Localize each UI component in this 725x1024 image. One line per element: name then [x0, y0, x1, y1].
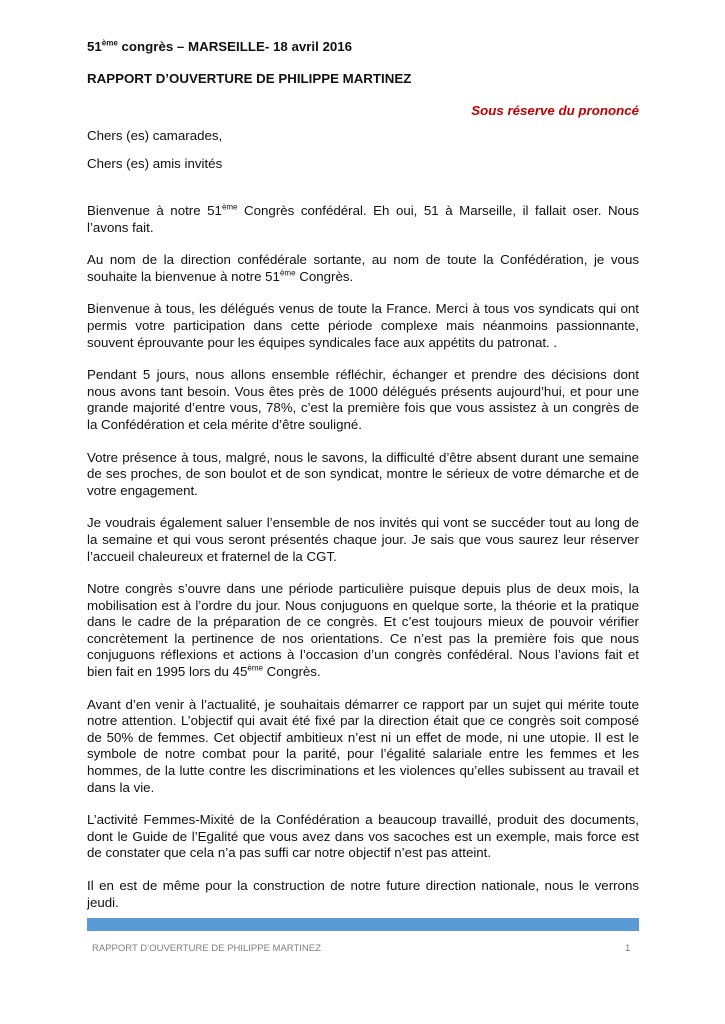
paragraph-delegates: Bienvenue à tous, les délégués venus de toute la France. Merci à tous vos syndicats qui ont permis votre participation dans cette période complexe mais néanmoins passionnante, souvent éprouvante pour les équipes syndicales face aux appétits du patronat. . — [87, 301, 639, 350]
paragraph-text: Notre congrès s’ouvre dans une période particulière puisque depuis plus de deux mois, la mobilisation est à l’ordre du jour. Nous conjuguons en quelque sorte, la théorie et la pratique dans le cadre de la préparation de ce congrès. Et c’est toujours mieux de pouvoir vérifier concrètement la pertinence de nos orientations. Ce n’est pas la première fois que nous conjuguons réflexions et actions à l’occasion d’un congrès confédéral. Nous l’avions fait et bien fait en 1995 lors du 45 — [87, 581, 639, 680]
spacer — [87, 183, 639, 203]
paragraph-text: Au nom de la direction confédérale sortante, au nom de toute la Confédération, je vous souhaite la bienvenue à notre 51 — [87, 252, 639, 284]
paragraph-parity: Avant d’en venir à l’actualité, je souhaitais démarrer ce rapport par un sujet qui mérite toute notre attention. L’objectif qui avait été fixé par la direction était que ce congrès soit composé de 50% de femmes. Cet objectif ambitieux n’est ni un effet de mode, ni une utopie. Il est le symbole de notre combat pour la parité, pour l’égalité salariale entre les femmes et les hommes, de la lutte contre les discriminations et les violences qu’elles subissent au travail et dans la vie. — [87, 696, 639, 795]
paragraph-text: Congrès confédéral. Eh oui, 51 à Marseille, il fallait oser. Nous l’avons fait. — [87, 203, 639, 235]
paragraph-guests: Je voudrais également saluer l’ensemble de nos invités qui vont se succéder tout au long de la semaine et qui vous seront présentés chaque jour. Je sais que vous saurez leur réserver l’accueil chaleureux et fraternel de la CGT. — [87, 515, 639, 564]
ordinal-suffix: ème — [247, 663, 263, 673]
congress-number: 51 — [87, 39, 102, 54]
page-number: 1 — [625, 943, 631, 954]
paragraph-presence: Votre présence à tous, malgré, nous le savons, la difficulté d’être absent durant une semaine de ses proches, de son boulot et de son syndicat, montre le sérieux de votre démarche et de votre engagement. — [87, 449, 639, 498]
congress-location-date: congrès – MARSEILLE- 18 avril 2016 — [117, 39, 353, 54]
paragraph-text: Congrès. — [262, 664, 321, 680]
paragraph-welcome — [87, 203, 639, 236]
paragraph-femmes-mixite: L’activité Femmes-Mixité de la Confédération a beaucoup travaillé, produit des documents, dont le Guide de l’Egalité que vous avez dans vos sacoches est un exemple, mais force est de constater que cela n’a pas suffi car notre objectif n’est pas atteint. — [87, 812, 639, 861]
document-body — [87, 38, 639, 927]
reserve-note: Sous réserve du prononcé — [471, 103, 639, 118]
footer-bar — [87, 918, 639, 931]
footer-title: RAPPORT D’OUVERTURE DE PHILIPPE MARTINEZ — [92, 943, 321, 954]
paragraph-mobilisation — [87, 581, 639, 681]
ordinal-suffix: ème — [221, 202, 238, 212]
paragraph-text: Congrès. — [295, 268, 354, 284]
paragraph-text: Bienvenue à notre 51 — [87, 203, 222, 218]
greeting-2: Chers (es) amis invités — [87, 156, 223, 171]
ordinal-suffix: ème — [279, 268, 296, 278]
document-title: RAPPORT D’OUVERTURE DE PHILIPPE MARTINEZ — [87, 71, 412, 86]
paragraph-direction-nationale: Il en est de même pour la construction de notre future direction nationale, nous le verrons jeudi. — [87, 878, 639, 910]
congress-date-heading — [87, 38, 639, 56]
paragraph-direction — [87, 252, 639, 285]
ordinal-suffix: ème — [101, 38, 118, 48]
greeting-1: Chers (es) camarades, — [87, 128, 223, 143]
paragraph-five-days: Pendant 5 jours, nous allons ensemble réfléchir, échanger et prendre des décisions dont nous avons tant besoin. Vous êtes près de 1000 délégués présents aujourd’hui, et pour une grande majorité d’entre vous, 78%, c’est la première fois que vous assistez à un congrès de la Confédération et cela mérite d’être souligné. — [87, 367, 639, 432]
